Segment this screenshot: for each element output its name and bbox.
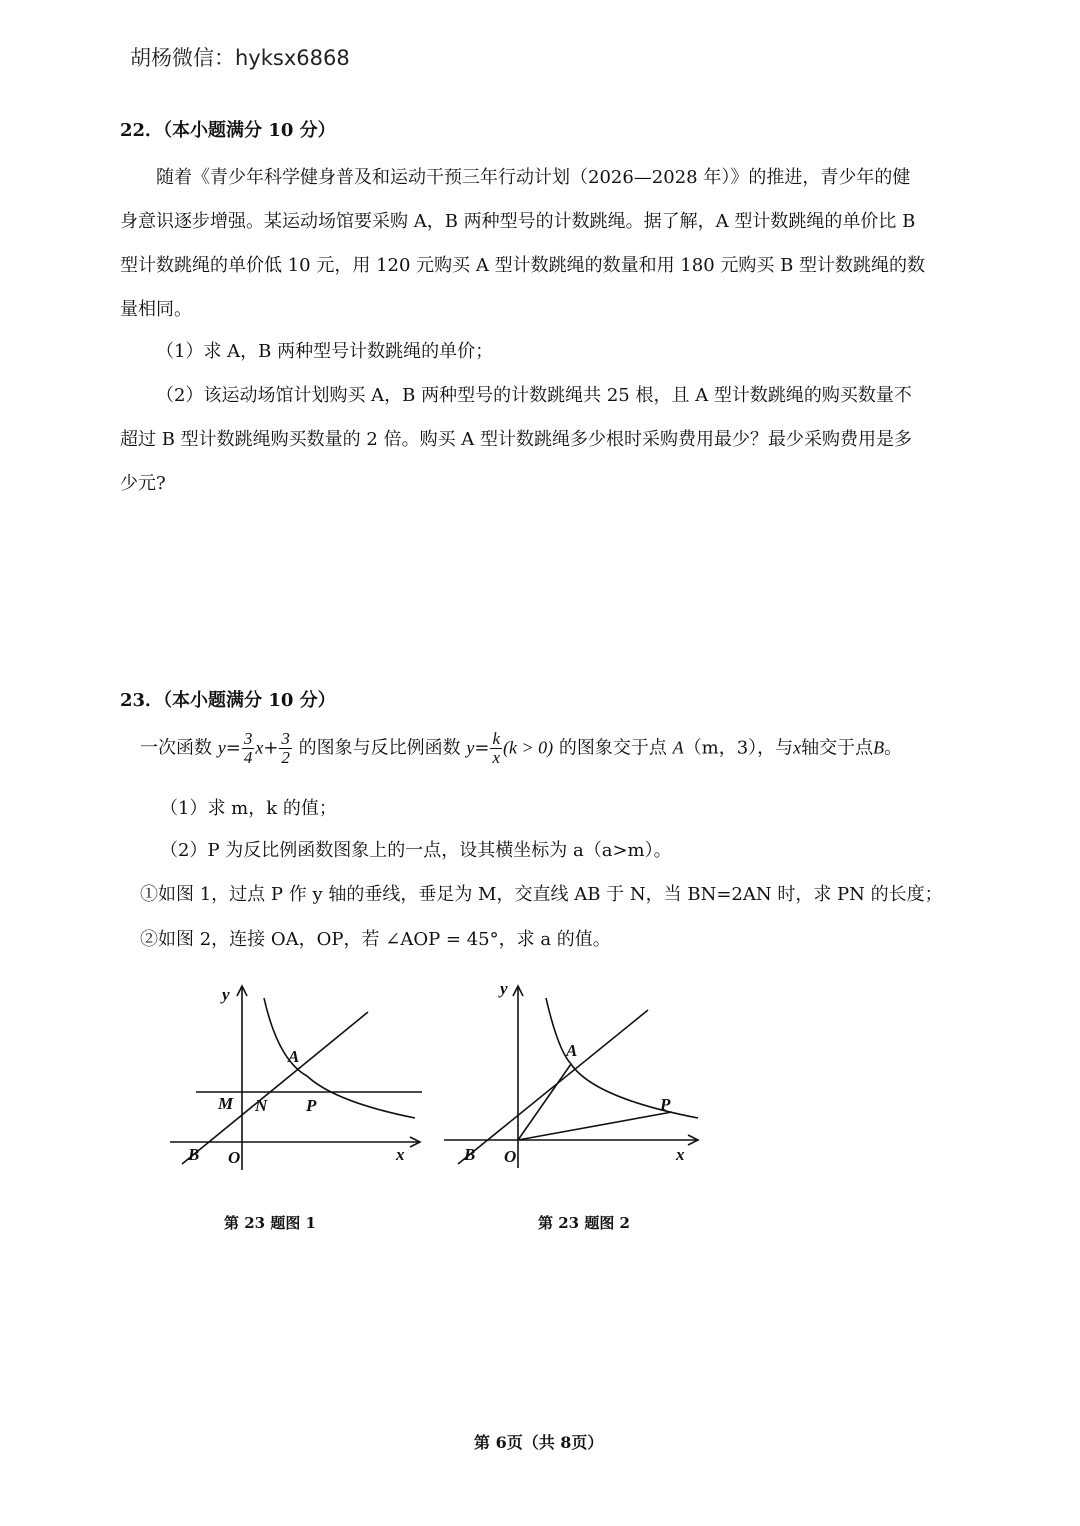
- q22-part2-line-3: 少元?: [120, 473, 166, 494]
- fig1-label-x: x: [396, 1145, 405, 1164]
- page-number: 第 6页（共 8页）: [474, 1433, 604, 1452]
- frac3-denominator: x: [492, 748, 501, 767]
- fraction-k-over-x: [490, 730, 502, 767]
- q22-part2-line-1: （2）该运动场馆计划购买 A，B 两种型号的计数跳绳共 25 根，且 A 型计数跳绳的购买数量不: [156, 385, 912, 406]
- fig2-label-a: A: [566, 1041, 578, 1060]
- fig1-label-p: P: [306, 1096, 317, 1115]
- q22-part1: （1）求 A，B 两种型号计数跳绳的单价；: [156, 341, 494, 362]
- frac2-denominator: 2: [281, 748, 290, 767]
- figure-1: [160, 978, 440, 1178]
- q22-body-line-4: 量相同。: [120, 299, 192, 320]
- stem-coord-a: （m，3）: [683, 737, 758, 759]
- q22-body-line-3: 型计数跳绳的单价低 10 元，用 120 元购买 A 型计数跳绳的数量和用 180 元购买 B 型计数跳绳的数: [120, 255, 926, 276]
- fig2-label-b: B: [464, 1145, 476, 1164]
- fig1-label-m: M: [218, 1094, 234, 1113]
- fig1-hyperbola: [264, 998, 415, 1118]
- fig2-line-ab: [458, 1010, 648, 1164]
- fig2-label-p: P: [660, 1095, 671, 1114]
- fig2-label-y: y: [500, 979, 508, 998]
- fig1-label-a: A: [288, 1047, 300, 1066]
- figure-2-caption: 第 23 题图 2: [538, 1214, 630, 1232]
- stem-point-a: A: [672, 737, 684, 758]
- q23-part2: （2）P 为反比例函数图象上的一点，设其横坐标为 a（a>m）。: [160, 840, 672, 861]
- stem-text-6: 。: [884, 737, 903, 759]
- q22-body-line-1: 随着《青少年科学健身普及和运动干预三年行动计划（2026—2028 年）》的推进，青少年的健: [156, 167, 911, 188]
- q22-part2-line-2: 超过 B 型计数跳绳购买数量的 2 倍。购买 A 型计数跳绳多少根时采购费用最少？最少采购费用是多: [120, 429, 913, 450]
- fig2-segment-op: [518, 1112, 672, 1140]
- stem-y2: y: [466, 737, 475, 758]
- fig2-label-o: O: [504, 1147, 517, 1166]
- stem-text-5: 轴交于点: [801, 737, 874, 759]
- q22-body: [120, 156, 980, 332]
- fig2-label-x: x: [676, 1145, 685, 1164]
- fig1-label-b: B: [188, 1145, 200, 1164]
- figure-1-caption: 第 23 题图 1: [224, 1214, 316, 1232]
- fig1-label-y: y: [222, 985, 230, 1004]
- q23-sub2: ②如图 2，连接 OA，OP，若 ∠AOP = 45°，求 a 的值。: [140, 929, 611, 950]
- stem-text-3: 的图象交于点: [558, 737, 667, 759]
- frac2-numerator: 3: [281, 729, 290, 748]
- q22-part2: [120, 374, 980, 506]
- stem-x1: x: [255, 737, 264, 758]
- frac3-numerator: k: [492, 729, 501, 748]
- fig1-label-n: N: [255, 1096, 268, 1115]
- stem-text-1: 一次函数: [140, 737, 212, 759]
- q23-part1: （1）求 m，k 的值；: [160, 798, 337, 819]
- fig1-label-o: O: [228, 1148, 241, 1167]
- q22-body-line-2: 身意识逐步增强。某运动场馆要采购 A，B 两种型号的计数跳绳。据了解，A 型计数跳绳的单价比 B: [120, 211, 916, 232]
- frac1-numerator: 3: [243, 729, 253, 748]
- fig2-segment-oa: [518, 1064, 571, 1140]
- stem-point-b: B: [873, 737, 885, 758]
- frac1-denominator: 4: [243, 748, 253, 767]
- figure-2: [436, 978, 716, 1178]
- stem-text-2: 的图象与反比例函数: [298, 737, 461, 759]
- fraction-three-halves: [279, 730, 292, 767]
- q23-stem: [140, 730, 902, 767]
- stem-condition: (k > 0): [503, 737, 554, 758]
- watermark-text: 胡杨微信：hyksx6868: [130, 46, 350, 70]
- stem-y1: y: [217, 737, 226, 758]
- stem-eq1: =: [225, 737, 241, 759]
- stem-plus: +: [263, 737, 279, 759]
- q23-header: 23．（本小题满分 10 分）: [120, 690, 336, 711]
- q22-header: 22．（本小题满分 10 分）: [120, 120, 336, 141]
- stem-eq2: =: [474, 737, 490, 759]
- fraction-three-quarters: [242, 730, 255, 767]
- stem-x-axis: x: [793, 737, 802, 758]
- stem-text-4: ，与: [757, 737, 794, 759]
- q23-sub1: ①如图 1，过点 P 作 y 轴的垂线，垂足为 M，交直线 AB 于 N，当 BN=2AN 时，求 PN 的长度；: [140, 884, 943, 905]
